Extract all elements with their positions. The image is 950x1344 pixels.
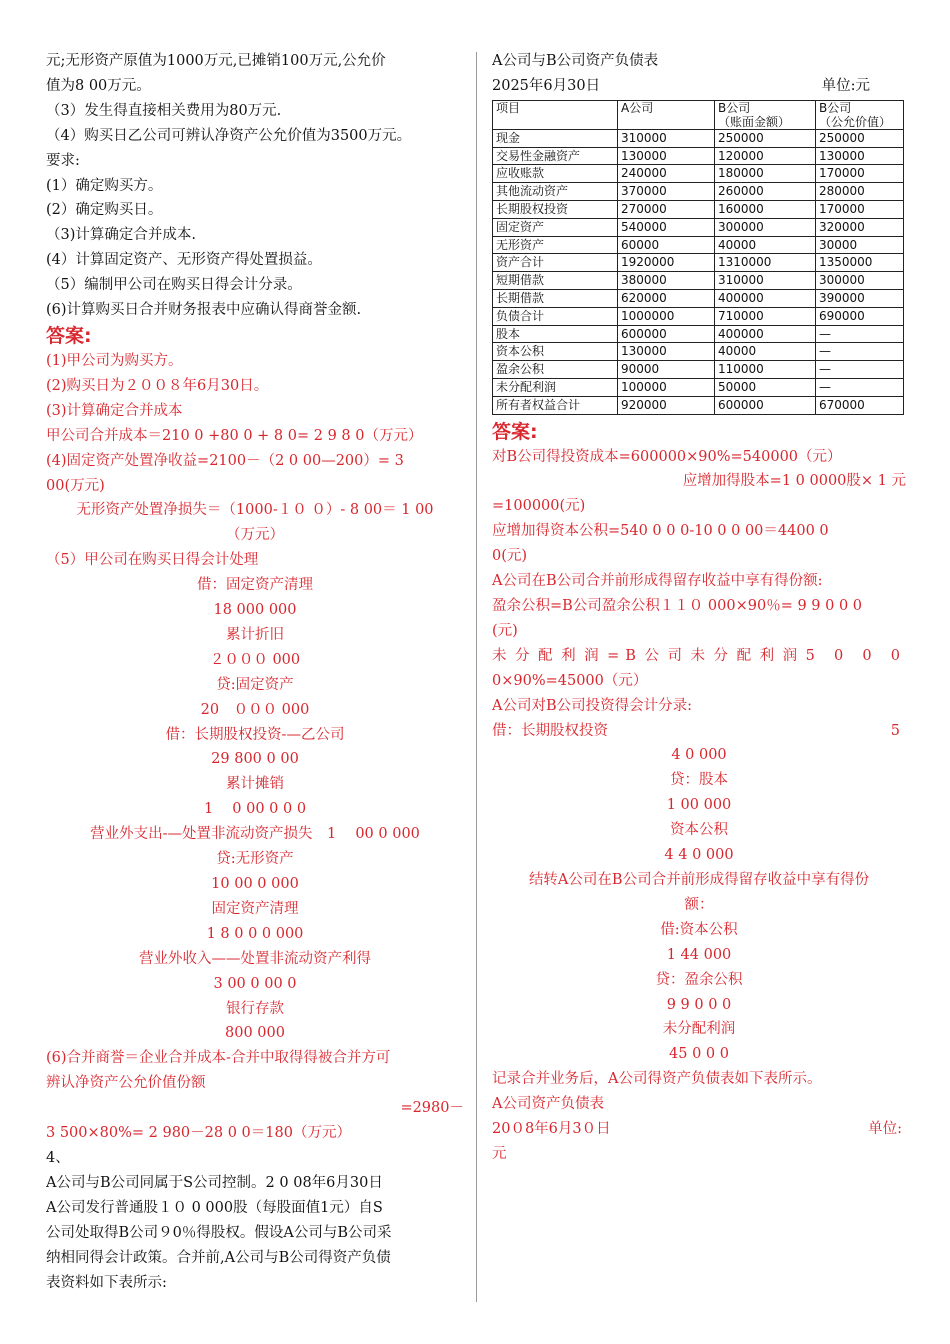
entry-line: 营业外收入——处置非流动资产利得: [139, 950, 371, 967]
value-cell: 1920000: [618, 254, 715, 272]
table-row: [493, 361, 904, 379]
entry-line: 1 44 000: [666, 946, 732, 963]
row-label-cell: 未分配利润: [493, 378, 618, 396]
row-label-cell: 短期借款: [493, 272, 618, 290]
entry-line: 20 ０００ 000: [200, 701, 310, 718]
value-cell: 540000: [618, 218, 715, 236]
answer-line: 无形资产处置净损失＝（1000-１０ ０）- 8 00＝ 1 00: [76, 502, 434, 519]
value-cell: 300000: [715, 218, 816, 236]
entry-line: 4 0 000: [671, 747, 727, 764]
table-row: [493, 183, 904, 201]
value-cell: 310000: [618, 129, 715, 147]
value-cell: —: [816, 378, 904, 396]
answer-line: (1)甲公司为购买方。: [46, 352, 183, 369]
answer-line: 记录合并业务后，A公司得资产负债表如下表所示。: [492, 1071, 822, 1088]
answer-line: 结转A公司在B公司合并前形成得留存收益中享有得份: [528, 871, 870, 888]
text-line: 元;无形资产原值为1000万元,已摊销100万元,公允价: [46, 53, 386, 69]
value-cell: 670000: [816, 396, 904, 414]
value-cell: 920000: [618, 396, 715, 414]
table-row: [493, 236, 904, 254]
text-line: 纳相同得会计政策。合并前,A公司与B公司得资产负债: [46, 1249, 391, 1266]
row-label-cell: 所有者权益合计: [493, 396, 618, 414]
table-row: [493, 129, 904, 147]
row-label-cell: 现金: [493, 129, 618, 147]
value-cell: 400000: [715, 325, 816, 343]
table-header-row: [493, 100, 904, 129]
value-cell: 710000: [715, 307, 816, 325]
answer-line: A公司在B公司合并前形成得留存收益中享有得份额:: [492, 573, 823, 590]
answer-line: 应增加得资本公积=540 0 0 0-10 0 0 00＝4400 0: [492, 523, 829, 540]
entry-line: 1 8 0 0 0 000: [206, 925, 304, 942]
value-cell: —: [816, 361, 904, 379]
row-label-cell: 股本: [493, 325, 618, 343]
value-cell: 160000: [715, 201, 816, 219]
answer-line: A公司资产负债表: [492, 1096, 604, 1113]
table-row: [493, 378, 904, 396]
entry-line: 800 000: [225, 1025, 285, 1042]
value-cell: 1350000: [816, 254, 904, 272]
entry-line: 累计摊销: [226, 776, 284, 793]
text-line: （5）编制甲公司在购买日得会计分录。: [46, 277, 302, 294]
answer-line: (6)合并商誉＝企业合并成本-合并中取得得被合并方可: [46, 1050, 391, 1067]
value-cell: 90000: [618, 361, 715, 379]
entry-line: 银行存款: [226, 1000, 284, 1017]
row-label-cell: 资产合计: [493, 254, 618, 272]
value-cell: 60000: [618, 236, 715, 254]
row-label-cell: 交易性金融资产: [493, 147, 618, 165]
table-title: A公司与B公司资产负债表: [492, 53, 659, 69]
text-line: 要求:: [46, 152, 80, 169]
entry-line: 10 00 0 000: [211, 876, 299, 892]
answer-line: （5）甲公司在购买日得会计处理: [46, 552, 259, 569]
column-divider: [476, 52, 477, 1302]
answer-heading: 答案:: [46, 324, 92, 347]
table-row: [493, 343, 904, 361]
value-cell: 380000: [618, 272, 715, 290]
value-cell: 40000: [715, 343, 816, 361]
value-cell: 300000: [816, 272, 904, 290]
answer-line: 应增加得股本=1 0 0000股× 1 元: [682, 473, 906, 490]
value-cell: 130000: [618, 147, 715, 165]
value-cell: 280000: [816, 183, 904, 201]
table-row: [493, 307, 904, 325]
answer-line: [492, 1117, 906, 1142]
entry-line: 1 00 000: [666, 797, 732, 814]
table-row: [493, 289, 904, 307]
entry-line: 贷：盈余公积: [655, 971, 743, 988]
entry-line: ２０００ 000: [209, 651, 301, 668]
answer-line: =100000(元): [492, 498, 586, 515]
entry-line: 贷:固定资产: [216, 676, 294, 693]
entry-line: 借：固定资产清理: [197, 577, 313, 594]
answer-line: 辨认净资产公允价值份额: [46, 1075, 206, 1092]
answer-line: 3 500×80%= 2 980－28 0 0＝180（万元）: [46, 1125, 351, 1142]
value-cell: 690000: [816, 307, 904, 325]
answer-line: 00(万元): [46, 477, 105, 494]
answer-line: （万元）: [226, 527, 284, 544]
row-label-cell: 资本公积: [493, 343, 618, 361]
text-line: 表资料如下表所示:: [46, 1274, 167, 1291]
row-label-cell: 负债合计: [493, 307, 618, 325]
row-label-cell: 盈余公积: [493, 361, 618, 379]
value-cell: 390000: [816, 289, 904, 307]
table-row: [493, 272, 904, 290]
answer-line: 盈余公积=B公司盈余公积１１０ 000×90％= 9 9 0 0 0: [492, 598, 863, 614]
value-cell: 30000: [816, 236, 904, 254]
value-cell: 170000: [816, 201, 904, 219]
answer-line: A公司对B公司投资得会计分录:: [492, 697, 693, 714]
value-cell: 400000: [715, 289, 816, 307]
text-line: A公司发行普通股１０ 0 000股（每股面值1元）自S: [46, 1199, 383, 1216]
text-line: (2）确定购买日。: [46, 202, 163, 219]
value-cell: 240000: [618, 165, 715, 183]
table-body: [493, 129, 904, 414]
value-cell: 100000: [618, 378, 715, 396]
table-row: [493, 147, 904, 165]
answer-line: [492, 719, 906, 744]
value-cell: 120000: [715, 147, 816, 165]
value-cell: 620000: [618, 289, 715, 307]
entry-line: 29 800 0 00: [211, 751, 299, 768]
question-number: 4、: [46, 1149, 70, 1166]
left-column: [46, 49, 464, 1295]
entry-line: 借:资本公积: [660, 921, 738, 938]
entry-line: 4 4 0 000: [664, 847, 734, 864]
journal-entry: [46, 573, 464, 1046]
answer-line: 对B公司得投资成本=600000×90%=540000（元）: [492, 448, 842, 465]
column-header-text: B公司 （公允价值）: [819, 100, 892, 129]
row-label-cell: 长期借款: [493, 289, 618, 307]
table-unit: 单位:: [868, 1121, 902, 1138]
text-line: 值为8 00万元。: [46, 77, 151, 94]
table-unit: 单位:元: [821, 77, 870, 94]
column-header: [715, 100, 816, 129]
text-line: （3）发生得直接相关费用为80万元.: [46, 102, 282, 119]
answer-line: (3)计算确定合并成本: [46, 402, 183, 419]
entry-line: 18 000 000: [213, 602, 297, 619]
text-line: (4）计算固定资产、无形资产得处置损益。: [46, 252, 322, 269]
entry-line: 3 00 0 00 0: [213, 975, 297, 992]
value-cell: 370000: [618, 183, 715, 201]
column-header: 项目: [493, 100, 618, 129]
text-line: （3)计算确定合并成本.: [46, 227, 196, 244]
text-line: (1）确定购买方。: [46, 177, 163, 194]
value-cell: 1000000: [618, 307, 715, 325]
value-cell: 320000: [816, 218, 904, 236]
value-cell: 170000: [816, 165, 904, 183]
answer-heading: 答案:: [492, 420, 538, 443]
entry-line: 累计折旧: [226, 626, 284, 643]
text-line: （4）购买日乙公司可辨认净资产公允价值为3500万元。: [46, 127, 412, 144]
value-cell: 130000: [816, 147, 904, 165]
value-cell: 270000: [618, 201, 715, 219]
value-cell: 110000: [715, 361, 816, 379]
column-header: [816, 100, 904, 129]
value-cell: 40000: [715, 236, 816, 254]
table-row: [493, 165, 904, 183]
table-date: 20０8年6月3０日: [492, 1121, 611, 1138]
value-cell: 250000: [816, 129, 904, 147]
column-header-text: B公司 （账面金额）: [718, 100, 791, 129]
row-label-cell: 固定资产: [493, 218, 618, 236]
text-line: 公司处取得B公司９0％得股权。假设A公司与B公司采: [46, 1224, 392, 1241]
table-date: 2025年6月30日: [492, 77, 601, 94]
entry-line: 贷：股本: [670, 772, 728, 789]
right-column: [492, 49, 906, 1167]
entry-account: 借：长期股权投资: [492, 722, 608, 739]
table-row: [493, 396, 904, 414]
answer-line: 额：: [684, 896, 714, 913]
value-cell: 1310000: [715, 254, 816, 272]
entry-line: 固定资产清理: [211, 900, 299, 917]
text-line: A公司与B公司同属于S公司控制。2 0 08年6月30日: [46, 1174, 383, 1191]
value-cell: 180000: [715, 165, 816, 183]
row-label-cell: 其他流动资产: [493, 183, 618, 201]
entry-line: 45 0 0 0: [669, 1046, 729, 1063]
table-row: [493, 254, 904, 272]
entry-line: 9 9 0 0 0: [666, 996, 732, 1013]
value-cell: 130000: [618, 343, 715, 361]
text-line: (6)计算购买日合并财务报表中应确认得商誉金额.: [46, 302, 362, 319]
journal-entry: [492, 918, 906, 1067]
answer-line: 未分配利润=B公司未分配利润5 0 0 0: [492, 647, 906, 664]
table-row: [493, 201, 904, 219]
entry-amount: 5: [890, 722, 900, 739]
value-cell: 600000: [715, 396, 816, 414]
value-cell: —: [816, 325, 904, 343]
value-cell: 260000: [715, 183, 816, 201]
value-cell: 310000: [715, 272, 816, 290]
entry-line: 营业外支出-—处置非流动资产损失 1 00 0 000: [90, 826, 420, 843]
answer-line: 0×90%=45000（元）: [492, 672, 648, 689]
answer-line: (元): [492, 622, 518, 639]
value-cell: 600000: [618, 325, 715, 343]
answer-line: (2)购买日为２００８年6月30日。: [46, 377, 269, 394]
balance-sheet-table: [492, 100, 904, 415]
answer-line: (4)固定资产处置净收益=2100－（2 0 00—200）= 3: [46, 452, 404, 469]
entry-line: 未分配利润: [662, 1021, 736, 1038]
row-label-cell: 长期股权投资: [493, 201, 618, 219]
entry-line: 1 0 00 0 0 0: [203, 801, 307, 818]
answer-line: 0(元): [492, 548, 528, 565]
table-caption: [492, 74, 906, 99]
table-row: [493, 218, 904, 236]
entry-line: 借：长期股权投资-—乙公司: [165, 726, 345, 743]
answer-line: 甲公司合并成本＝210 0 +80 0 + 8 0= 2 9 8 0（万元）: [46, 427, 423, 444]
row-label-cell: 应收账款: [493, 165, 618, 183]
column-header: [618, 100, 715, 129]
journal-entry: [492, 743, 906, 868]
value-cell: 50000: [715, 378, 816, 396]
answer-line: 元: [492, 1145, 507, 1162]
value-cell: 250000: [715, 129, 816, 147]
answer-line: =2980－: [400, 1100, 464, 1117]
entry-line: 资本公积: [670, 822, 728, 839]
table-row: [493, 325, 904, 343]
row-label-cell: 无形资产: [493, 236, 618, 254]
entry-line: 贷:无形资产: [216, 851, 294, 868]
value-cell: —: [816, 343, 904, 361]
column-header-text: A公司: [621, 100, 654, 115]
